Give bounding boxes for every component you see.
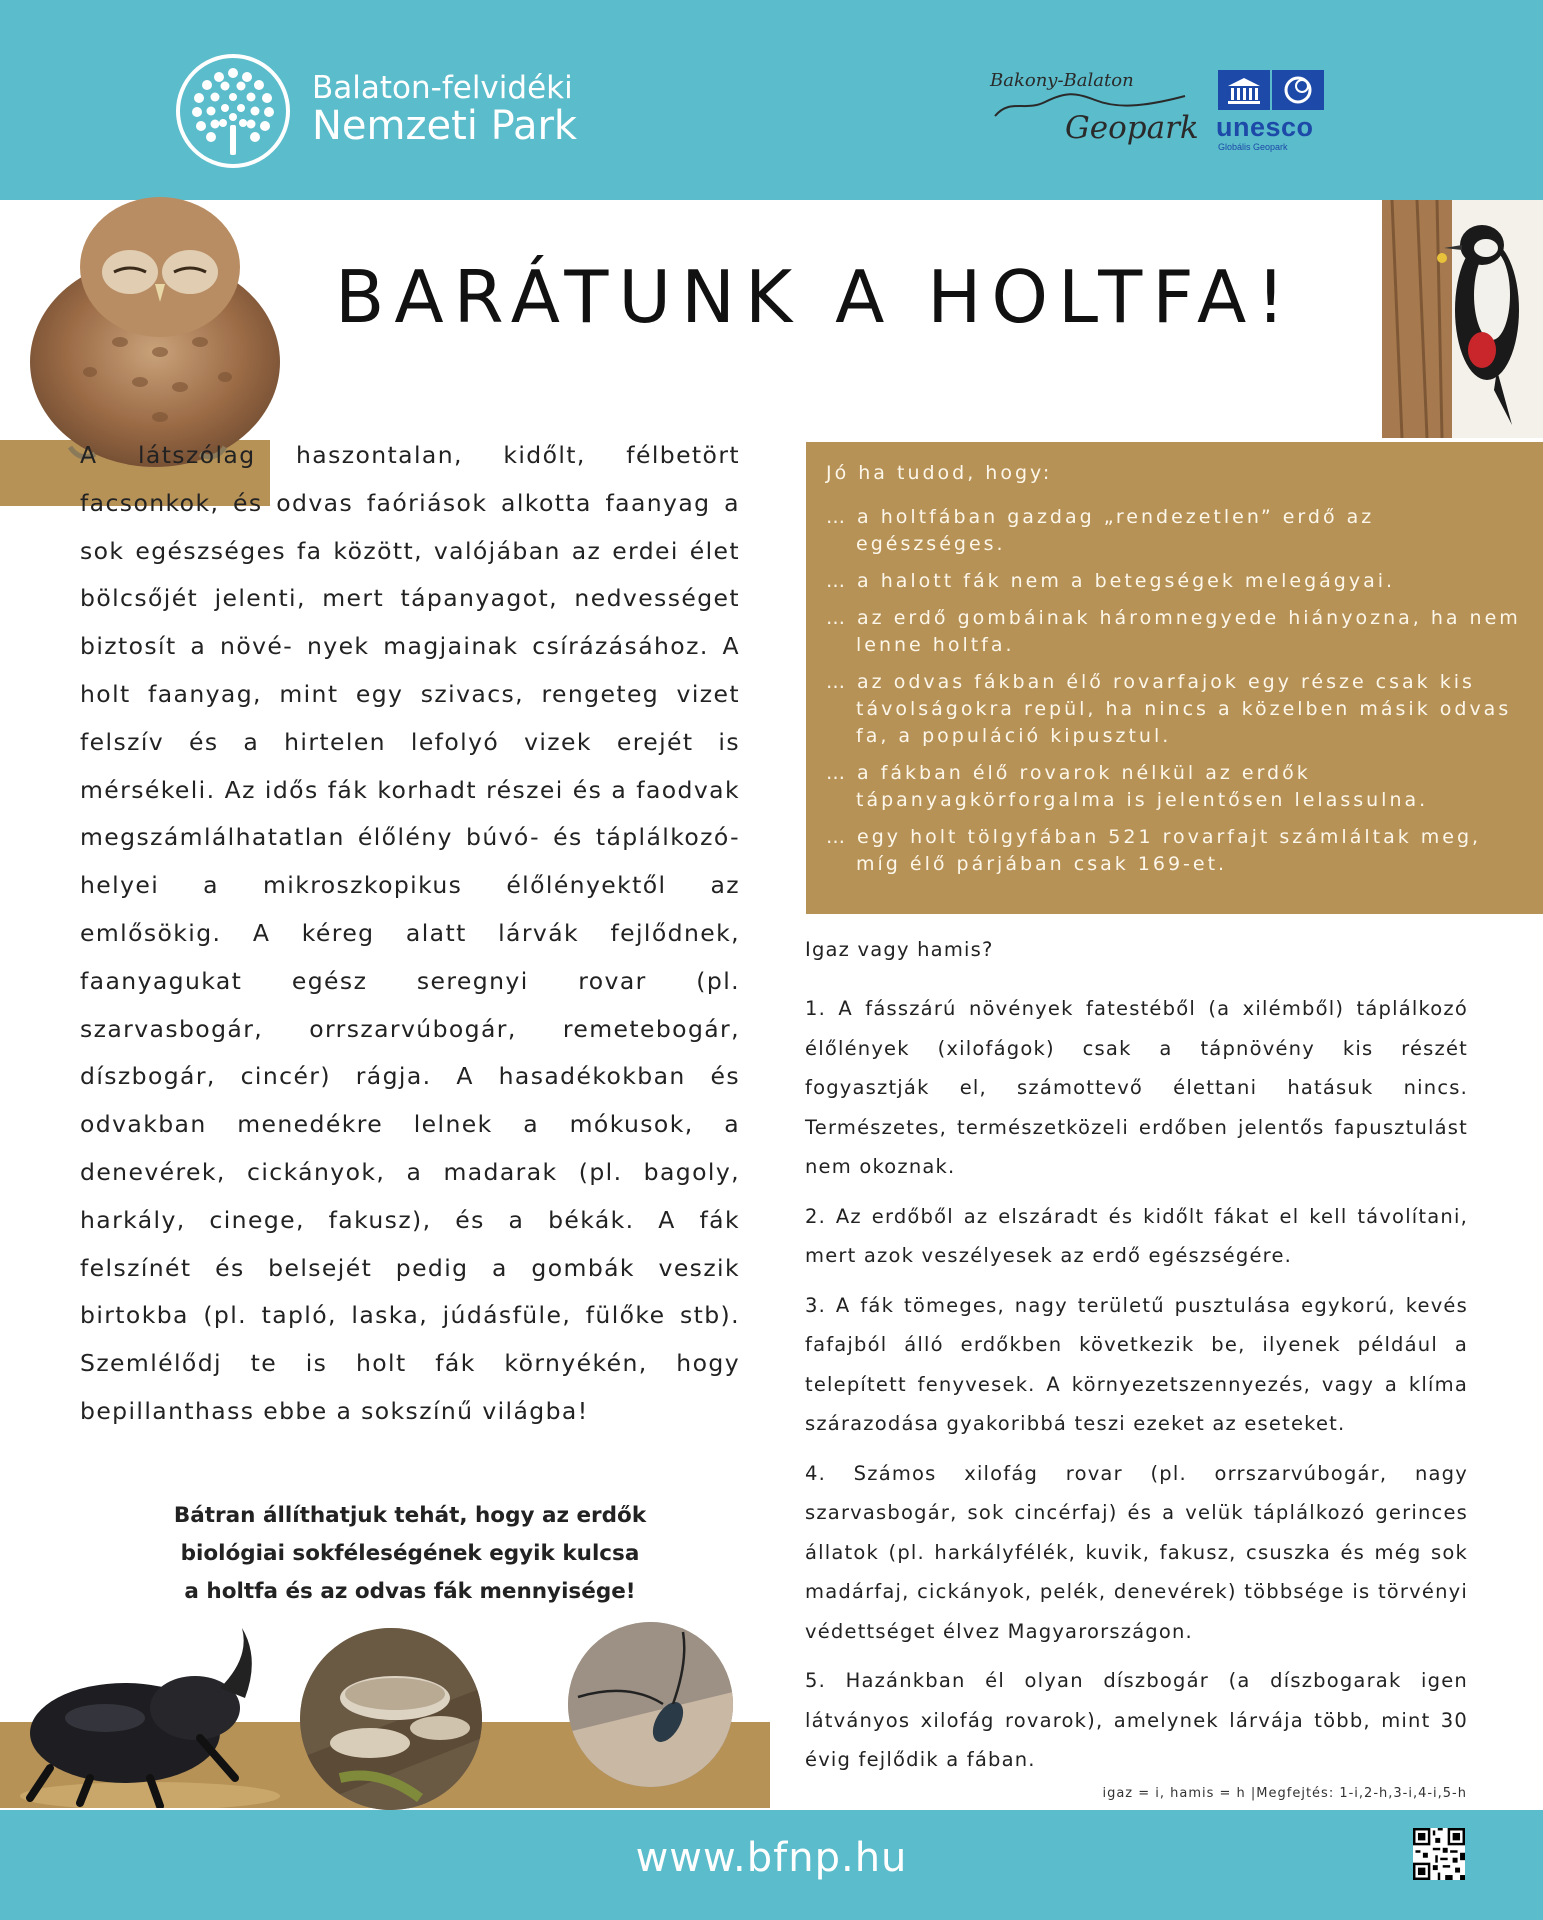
park-name (312, 72, 577, 147)
quiz-question: 5. Hazánkban él olyan díszbogár (a díszbogarak igen látványos xilofág rovarok), amelynek lárvája több, mint 30 évig fejlődik a fában. (805, 1669, 1468, 1771)
woodpecker-image (1382, 200, 1543, 438)
fact-item: … a holtfában gazdag „rendezetlen” erdő az egészséges. (826, 506, 1375, 555)
conclusion-line3: a holtfa és az odvas fák mennyisége! (184, 1579, 636, 1604)
fact-item: … egy holt tölgyfában 521 rovarfajt számláltak meg, míg élő párjában csak 169-et. (826, 826, 1482, 875)
longhorn-beetle-image (568, 1622, 733, 1787)
fungi-illustration (300, 1628, 482, 1810)
fact-item: … a fákban élő rovarok nélkül az erdők tápanyagkörforgalma is jelentősen lelassulna. (826, 762, 1429, 811)
fact-item: … a halott fák nem a betegségek melegágyai. (826, 570, 1396, 592)
owl-image (10, 192, 310, 472)
park-name-line1: Balaton-felvidéki (312, 70, 573, 106)
geopark-name-line1: Bakony-Balaton (990, 70, 1134, 91)
main-paragraph: A látszólag haszontalan, kidőlt, félbetört facsonkok, és odvas faóriások alkotta faanyag a sok egészséges fa között, valójában az erdei élet bölcsőjét jelenti, mert tápanyagot, nedvességet biztosít a növé- nyek magjainak csírázásához. A holt faanyag, mint egy szivacs, rengeteg vizet felszív és a hirtelen lefolyó vizek erejét is mérsékeli. Az idős fák korhadt részei és a faodvak megszámlálhatatlan élőlény búvó- és táplálkozó- helyei a mikroszkopikus élőlényektől az emlősökig. A kéreg alatt lárvák fejlődnek, faanyagukat egész seregnyi rovar (pl. szarvasbogár, orrszarvúbogár, remetebogár, díszbogár, cincér) rágja. A hasadékokban és odvakban menedékre lelnek a mókusok, a denevérek, cickányok, a madarak (pl. bagoly, harkály, cinege, fakusz), és a békák. A fák felszínét és belsejét pedig a gombák veszik birtokba (pl. tapló, laska, júdásfüle, fülőke stb). Szemlélődj te is holt fák környékén, hogy bepillanthass ebbe a sokszínű világba! (80, 441, 740, 1425)
website-link[interactable]: www.bfnp.hu (635, 1835, 908, 1881)
conclusion-text (160, 1497, 660, 1611)
facts-list (826, 504, 1526, 888)
conclusion-line2: biológiai sokféleségének egyik kulcsa (180, 1541, 640, 1566)
unesco-logo (1216, 70, 1326, 160)
rhinoceros-beetle-image (20, 1618, 290, 1808)
quiz-question: 2. Az erdőből az elszáradt és kidőlt fákat el kell távolítani, mert azok veszélyesek az erdő egészségére. (805, 1204, 1468, 1267)
facts-heading: Jó ha tudod, hogy: (826, 462, 1053, 484)
unesco-subtext: Globális Geopark (1218, 142, 1288, 152)
park-logo-icon (175, 53, 291, 169)
park-name-line2: Nemzeti Park (312, 102, 578, 149)
true-false-quiz (805, 938, 1468, 1790)
fact-item: … az odvas fákban élő rovarfajok egy része csak kis távolságokra repül, ha nincs a közelben másik odvas fa, a populáció kipusztul. (826, 671, 1512, 747)
quiz-answer-key: igaz = i, hamis = h |Megfejtés: 1-i,2-h,3-i,4-i,5-h (1102, 1786, 1467, 1801)
quiz-question: 1. A fásszárú növények fatestéből (a xilémből) táplálkozó élőlények (xilofágok) csak a tápnövény kis részét fogyasztják el, számottevő élettani hatásuk nincs. Természetes, természetközeli erdőben jelentős fapusztulást nem okoznak. (805, 997, 1468, 1178)
conclusion-line1: Bátran állíthatjuk tehát, hogy az erdők (173, 1503, 647, 1528)
did-you-know-box (806, 442, 1543, 914)
page-title: BARÁTUNK A HOLTFA! (335, 255, 1296, 339)
unesco-text: unesco (1216, 112, 1314, 142)
geopark-logo (990, 66, 1205, 156)
fact-item: … az erdő gombáinak háromnegyede hiányozna, ha nem lenne holtfa. (826, 607, 1521, 656)
quiz-question: 4. Számos xilofág rovar (pl. orrszarvúbogár, nagy szarvasbogár, sok cincérfaj) és a velük táplálkozó gerinces állatok (pl. harkályfélék, kuvik, fakusz, csuszka és még sok madárfaj, cickányok, pelék, denevérek) többsége is törvényi védettséget élvez Magyarországon. (805, 1461, 1468, 1643)
longhorn-illustration (568, 1622, 733, 1787)
quiz-title: Igaz vagy hamis? (805, 938, 994, 961)
quiz-question: 3. A fák tömeges, nagy területű pusztulása egykorú, kevés fafajból álló erdőkben következik be, ilyenek például a telepített fenyvesek. A környezetszennyezés, vagy a klíma szárazodása gyakoribbá teszi ezeket az eseteket. (805, 1293, 1468, 1435)
qr-code-icon[interactable] (1413, 1828, 1465, 1880)
bracket-fungi-image (300, 1628, 482, 1810)
unesco-emblem-icon (1218, 70, 1324, 110)
geopark-name-line2: Geopark (1065, 110, 1199, 146)
